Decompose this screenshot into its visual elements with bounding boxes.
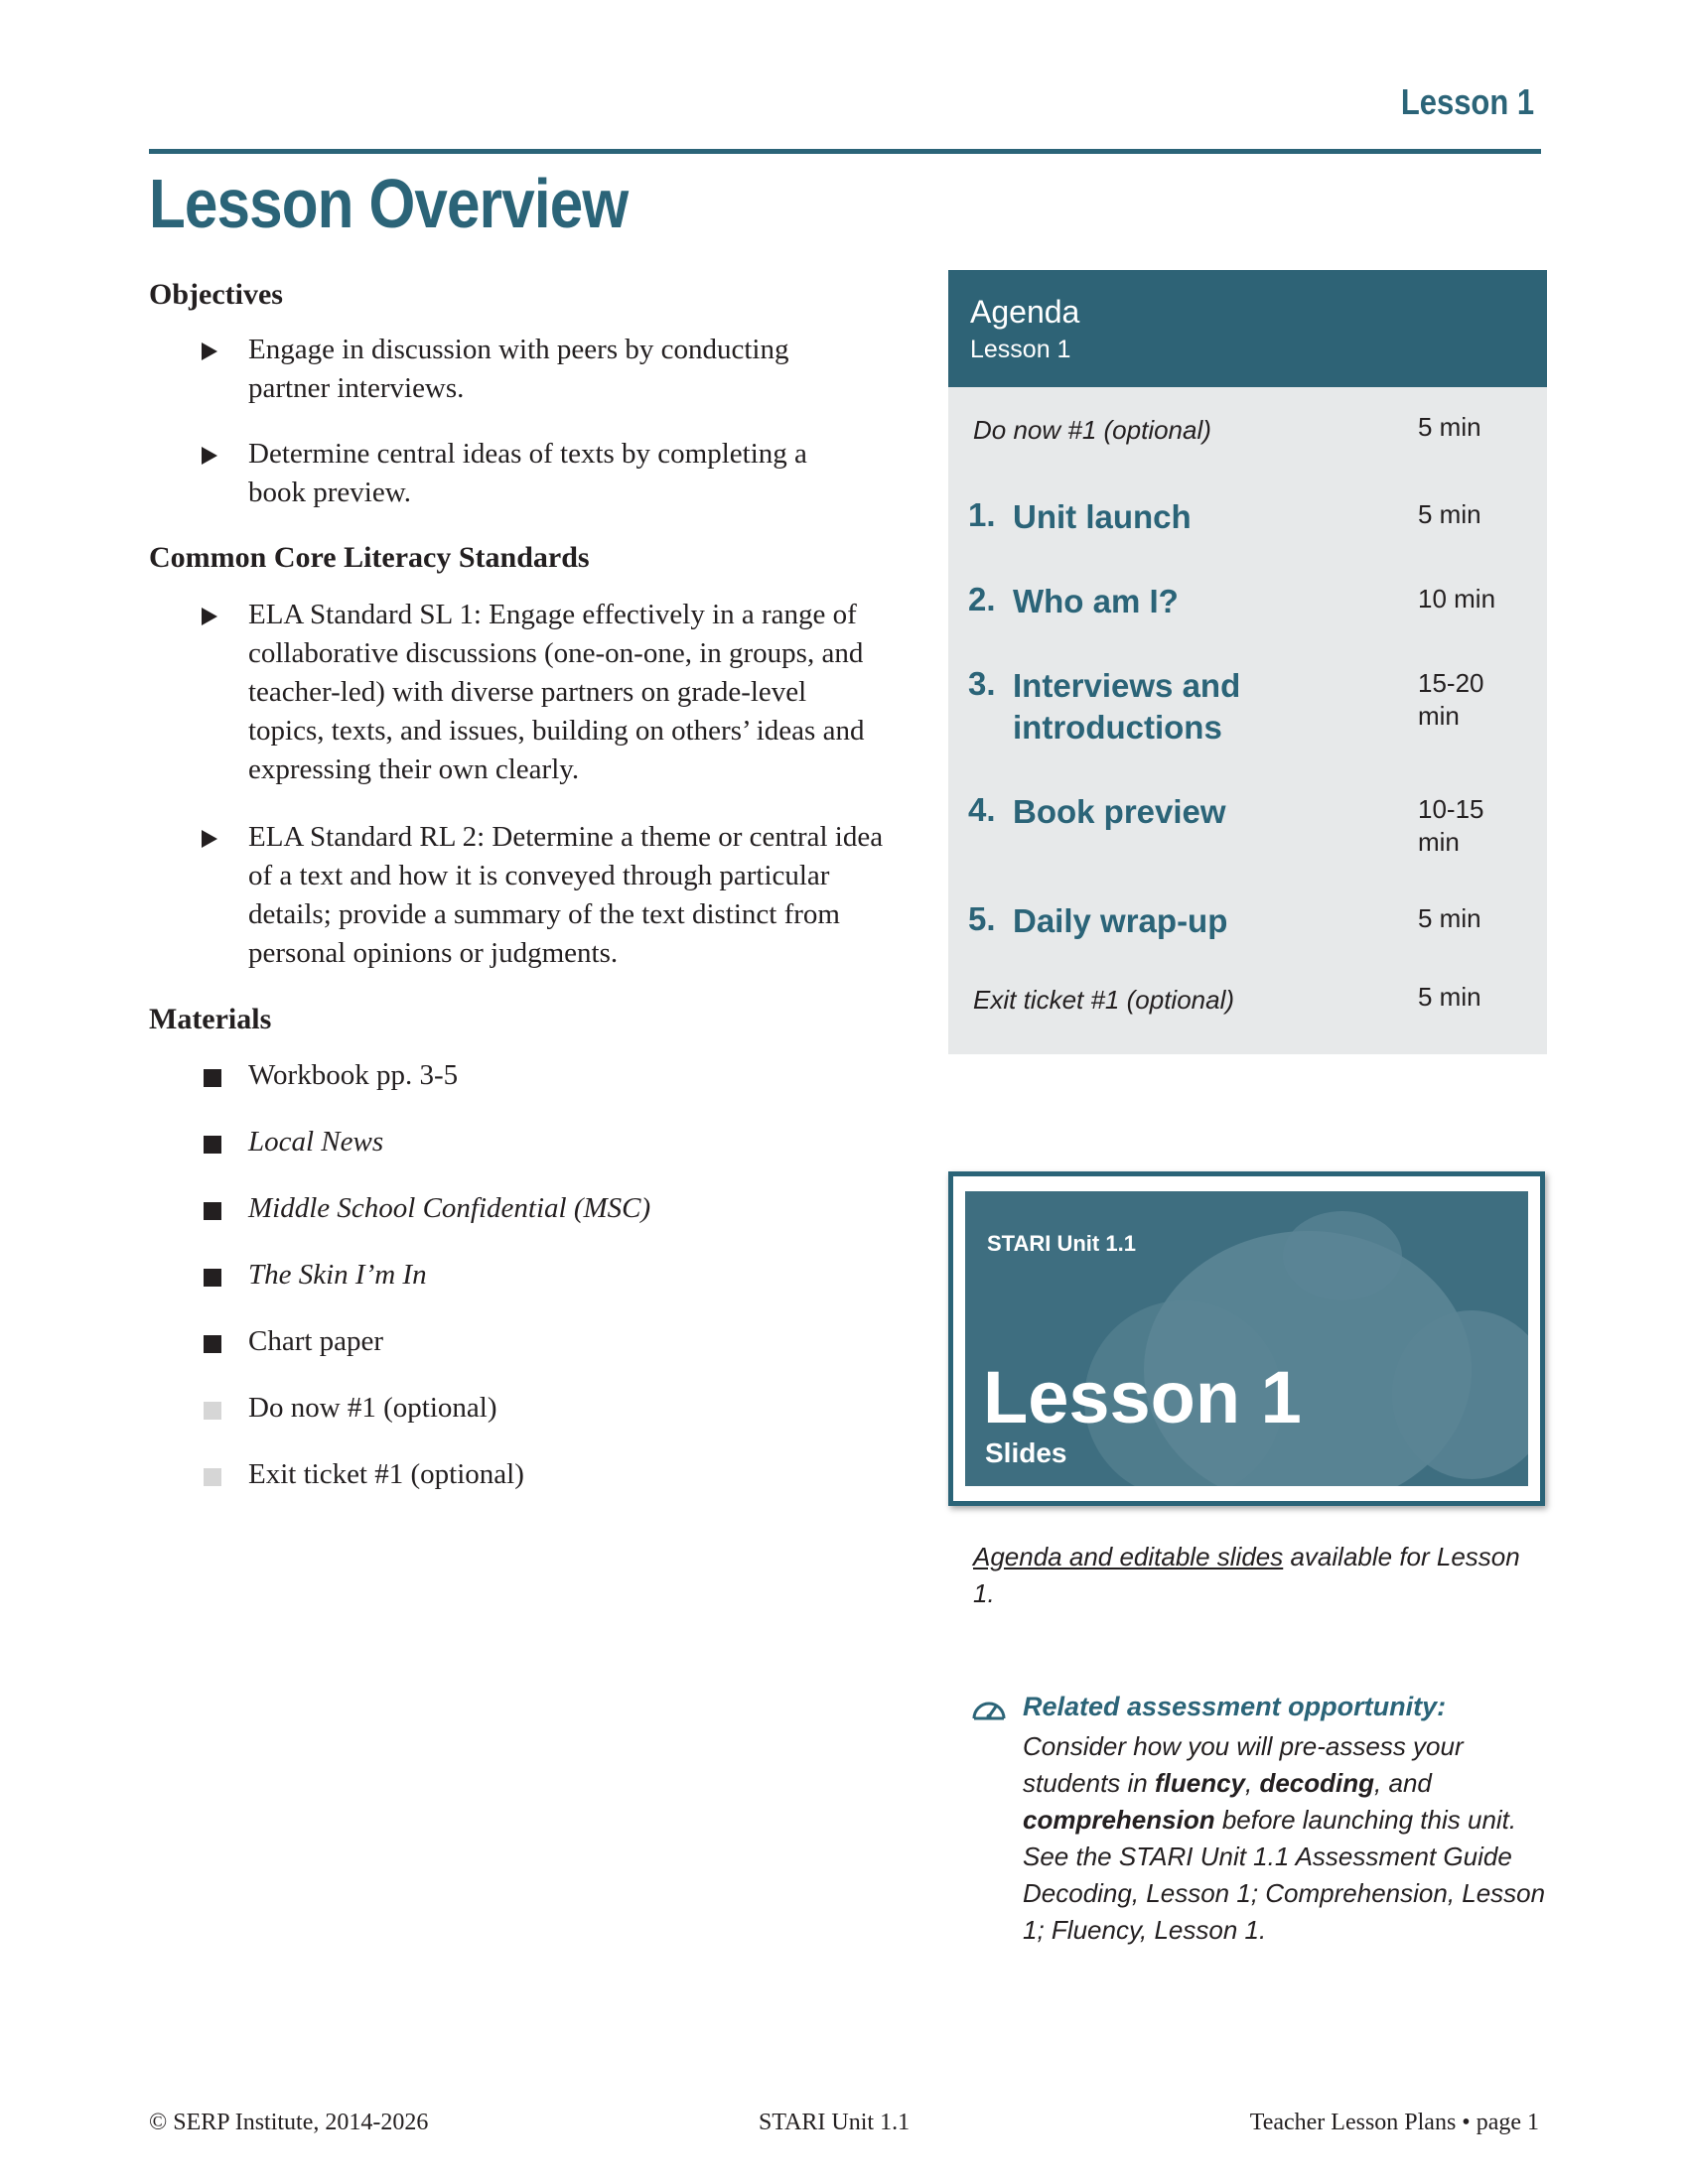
agenda-item-number: 2.: [968, 581, 996, 617]
assessment-body: [1023, 1728, 1549, 1949]
bullet-triangle-icon: [202, 608, 217, 625]
standard-item: ELA Standard RL 2: Determine a theme or central idea of a text and how it is conveyed through particular details; provide a summary of the text distinct from personal opinions or judgments.: [248, 821, 884, 969]
bullet-square-icon: [204, 1269, 221, 1287]
material-item: Do now #1 (optional): [248, 1392, 497, 1424]
agenda-item-label: Book preview: [1013, 793, 1226, 830]
slides-thumbnail[interactable]: [948, 1171, 1545, 1506]
agenda-time: 5 min: [1418, 982, 1481, 1012]
agenda-subtitle: Lesson 1: [970, 336, 1071, 363]
assessment-emphasis: fluency: [1154, 1768, 1246, 1798]
agenda-item-label: Interviews and introductions: [1013, 667, 1241, 746]
bullet-triangle-icon: [202, 342, 217, 360]
footer-unit: STARI Unit 1.1: [759, 2110, 911, 2135]
assessment-text: , and: [1374, 1768, 1432, 1798]
agenda-time: 5 min: [1418, 412, 1481, 442]
bullet-square-icon: [204, 1136, 221, 1154]
assessment-emphasis: decoding: [1259, 1768, 1375, 1798]
agenda-time: 10-15 min: [1418, 794, 1484, 857]
page-title: Lesson Overview: [149, 165, 629, 242]
agenda-item-number: 1.: [968, 496, 996, 533]
agenda-exit-ticket: Exit ticket #1 (optional): [973, 985, 1235, 1015]
agenda-item-label: Daily wrap-up: [1013, 902, 1228, 939]
agenda-item-number: 4.: [968, 791, 996, 828]
slides-lesson-title: Lesson 1: [983, 1356, 1302, 1438]
agenda-item-label: Unit launch: [1013, 498, 1192, 535]
assessment-text: ,: [1245, 1768, 1260, 1798]
agenda-slides-link[interactable]: Agenda and editable slides: [973, 1542, 1284, 1571]
bullet-square-icon: [204, 1468, 221, 1486]
slides-unit-label: STARI Unit 1.1: [987, 1231, 1136, 1256]
material-item: Local News: [248, 1126, 384, 1158]
agenda-time: 5 min: [1418, 903, 1481, 933]
materials-heading: Materials: [149, 1003, 272, 1035]
standard-item: ELA Standard SL 1: Engage effectively in a range of collaborative discussions (one-on-one, in groups, and teacher-led) with diverse partners on grade-level topics, texts, and issues, building on others’ ideas and expressing their own clearly.: [248, 599, 865, 785]
bullet-square-icon: [204, 1069, 221, 1087]
agenda-box: [948, 270, 1547, 1054]
bullet-triangle-icon: [202, 830, 217, 848]
assessment-text: Consider how you will pre-assess your students in: [1023, 1731, 1464, 1798]
footer-page: Teacher Lesson Plans • page 1: [1249, 2110, 1539, 2135]
footer-copyright: © SERP Institute, 2014-2026: [149, 2110, 429, 2135]
slides-subtitle: Slides: [985, 1437, 1067, 1468]
header-rule: [149, 149, 1541, 154]
material-item: Chart paper: [248, 1325, 384, 1357]
material-item: Middle School Confidential (MSC): [248, 1192, 651, 1224]
bullet-square-icon: [204, 1202, 221, 1220]
gauge-icon: [971, 1695, 1007, 1724]
lesson-tag: Lesson 1: [1400, 81, 1534, 122]
agenda-time: 5 min: [1418, 499, 1481, 529]
material-item: The Skin I’m In: [248, 1259, 427, 1291]
agenda-item-label: Who am I?: [1013, 583, 1179, 619]
agenda-item-number: 5.: [968, 900, 996, 937]
bullet-triangle-icon: [202, 447, 217, 465]
material-item: Workbook pp. 3-5: [248, 1059, 459, 1091]
objectives-heading: Objectives: [149, 278, 283, 311]
slides-image: [965, 1191, 1528, 1486]
agenda-header: [948, 270, 1547, 387]
assessment-emphasis: comprehension: [1023, 1805, 1215, 1835]
agenda-time: 10 min: [1418, 584, 1496, 614]
agenda-title: Agenda: [970, 294, 1080, 330]
bullet-square-icon: [204, 1335, 221, 1353]
slides-caption: [973, 1539, 1529, 1612]
standards-heading: Common Core Literacy Standards: [149, 541, 590, 574]
bullet-square-icon: [204, 1402, 221, 1420]
agenda-do-now: Do now #1 (optional): [973, 415, 1211, 445]
assessment-title: Related assessment opportunity:: [1023, 1692, 1447, 1721]
objective-item: Determine central ideas of texts by completing a book preview.: [248, 438, 807, 508]
assessment-text: before launching this unit. See the STARI Unit 1.1 Assessment Guide Decoding, Lesson 1; Comprehension, Lesson 1; Fluency, Lesson 1.: [1023, 1805, 1546, 1945]
agenda-item-number: 3.: [968, 665, 996, 702]
paint-splash: [1283, 1211, 1402, 1300]
agenda-time: 15-20 min: [1418, 668, 1484, 731]
material-item: Exit ticket #1 (optional): [248, 1458, 524, 1490]
caption-text: available for Lesson 1.: [973, 1542, 1520, 1608]
objective-item: Engage in discussion with peers by conducting partner interviews.: [248, 334, 789, 404]
